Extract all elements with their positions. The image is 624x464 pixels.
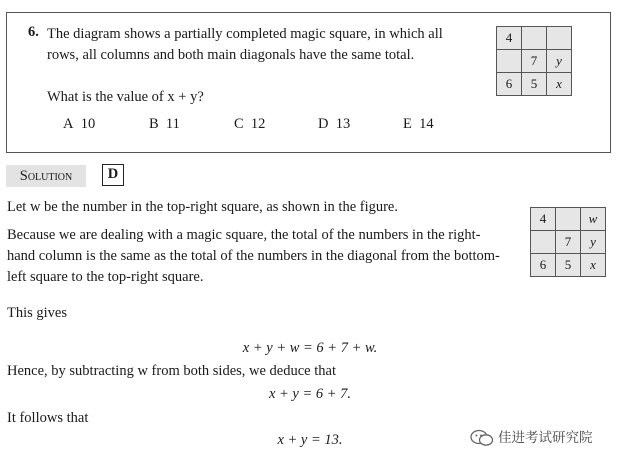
grid-cell: x bbox=[581, 254, 606, 277]
grid-cell: 4 bbox=[497, 27, 522, 50]
grid-cell: 6 bbox=[497, 73, 522, 96]
equation-1: x + y + w = 6 + 7 + w. bbox=[242, 340, 378, 356]
answer-box: D bbox=[102, 164, 124, 186]
grid-cell: 5 bbox=[556, 254, 581, 277]
grid-cell bbox=[547, 27, 572, 50]
grid-cell: 4 bbox=[531, 208, 556, 231]
wechat-icon bbox=[470, 429, 494, 447]
equation-3: x + y = 13. bbox=[277, 432, 343, 448]
solution-label: Solution bbox=[6, 165, 86, 187]
question-text: The diagram shows a partially completed magic square, in which all rows, all columns and both main diagonals have the same total. bbox=[47, 26, 443, 63]
solution-para-3: This gives bbox=[7, 305, 68, 321]
grid-cell bbox=[531, 231, 556, 254]
question-ask: What is the value of x + y? bbox=[47, 89, 204, 105]
grid-cell bbox=[497, 50, 522, 73]
equation-2: x + y = 6 + 7. bbox=[268, 386, 352, 402]
solution-para-5: It follows that bbox=[7, 410, 89, 426]
grid-cell: w bbox=[581, 208, 606, 231]
grid-cell: 7 bbox=[522, 50, 547, 73]
question-number: 6. bbox=[28, 24, 39, 40]
grid-cell: x bbox=[547, 73, 572, 96]
option-c: C 12 bbox=[234, 116, 266, 132]
solution-para-2: Because we are dealing with a magic square, the total of the numbers in the right-hand column is the same as the total of the numbers in the diagonal from the bottom-left square to the top-right square. bbox=[7, 227, 500, 285]
watermark-text: 佳进考试研究院 bbox=[498, 430, 593, 446]
grid-cell bbox=[556, 208, 581, 231]
magic-square-question bbox=[496, 26, 572, 96]
option-a: A 10 bbox=[63, 116, 96, 132]
grid-cell bbox=[522, 27, 547, 50]
magic-square-solution bbox=[530, 207, 606, 277]
option-e: E 14 bbox=[403, 116, 434, 132]
grid-cell: 7 bbox=[556, 231, 581, 254]
grid-cell: 5 bbox=[522, 73, 547, 96]
option-d: D 13 bbox=[318, 116, 351, 132]
grid-cell: 6 bbox=[531, 254, 556, 277]
solution-para-4: Hence, by subtracting w from both sides, we deduce that bbox=[7, 363, 336, 379]
grid-cell: y bbox=[581, 231, 606, 254]
grid-cell: y bbox=[547, 50, 572, 73]
watermark bbox=[470, 426, 593, 447]
option-b: B 11 bbox=[149, 116, 180, 132]
solution-para-1: Let w be the number in the top-right square, as shown in the figure. bbox=[7, 199, 398, 215]
